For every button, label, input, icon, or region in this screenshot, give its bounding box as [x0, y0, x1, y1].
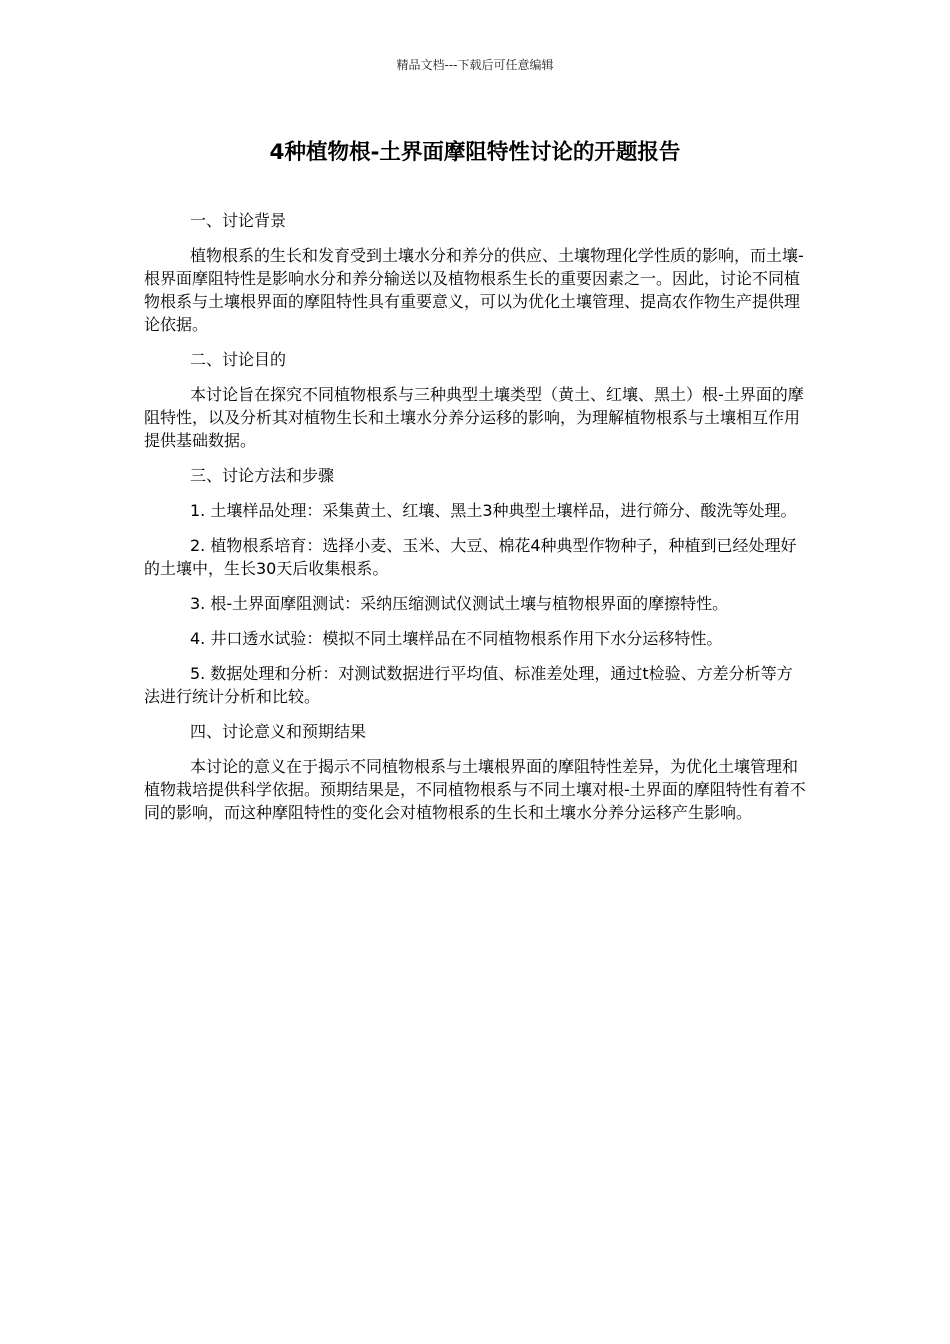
- paragraph-purpose: 本讨论旨在探究不同植物根系与三种典型土壤类型（黄土、红壤、黑土）根-土界面的摩阻特性，以及分析其对植物生长和土壤水分养分运移的影响，为理解植物根系与土壤相互作用提供基础数据。: [144, 385, 804, 450]
- document-title: 4种植物根-土界面摩阻特性讨论的开题报告: [269, 140, 681, 165]
- section-heading-significance: 四、讨论意义和预期结果: [190, 722, 367, 741]
- method-step-1: 1. 土壤样品处理：采集黄土、红壤、黑土3种典型土壤样品，进行筛分、酸洗等处理。: [190, 501, 797, 520]
- method-step-2: 2. 植物根系培育：选择小麦、玉米、大豆、棉花4种典型作物种子，种植到已经处理好的土壤中，生长30天后收集根系。: [144, 536, 797, 578]
- document-body: [144, 209, 806, 836]
- section-heading-purpose: 二、讨论目的: [190, 350, 287, 369]
- method-step-3: 3. 根-土界面摩阻测试：采纳压缩测试仪测试土壤与植物根界面的摩擦特性。: [190, 594, 729, 613]
- page-header-watermark: 精品文档---下载后可任意编辑: [396, 58, 554, 72]
- paragraph-significance: 本讨论的意义在于揭示不同植物根系与土壤根界面的摩阻特性差异，为优化土壤管理和植物栽培提供科学依据。预期结果是，不同植物根系与不同土壤对根-土界面的摩阻特性有着不同的影响，而这种摩阻特性的变化会对植物根系的生长和土壤水分养分运移产生影响。: [144, 757, 806, 822]
- method-step-5: 5. 数据处理和分析：对测试数据进行平均值、标准差处理，通过t检验、方差分析等方法进行统计分析和比较。: [144, 664, 793, 706]
- section-heading-methods: 三、讨论方法和步骤: [190, 466, 335, 485]
- method-step-4: 4. 井口透水试验：模拟不同土壤样品在不同植物根系作用下水分运移特性。: [190, 629, 723, 648]
- section-heading-background: 一、讨论背景: [190, 211, 287, 230]
- paragraph-background: 植物根系的生长和发育受到土壤水分和养分的供应、土壤物理化学性质的影响，而土壤-根界面摩阻特性是影响水分和养分输送以及植物根系生长的重要因素之一。因此，讨论不同植物根系与土壤根界面的摩阻特性具有重要意义，可以为优化土壤管理、提高农作物生产提供理论依据。: [144, 246, 804, 334]
